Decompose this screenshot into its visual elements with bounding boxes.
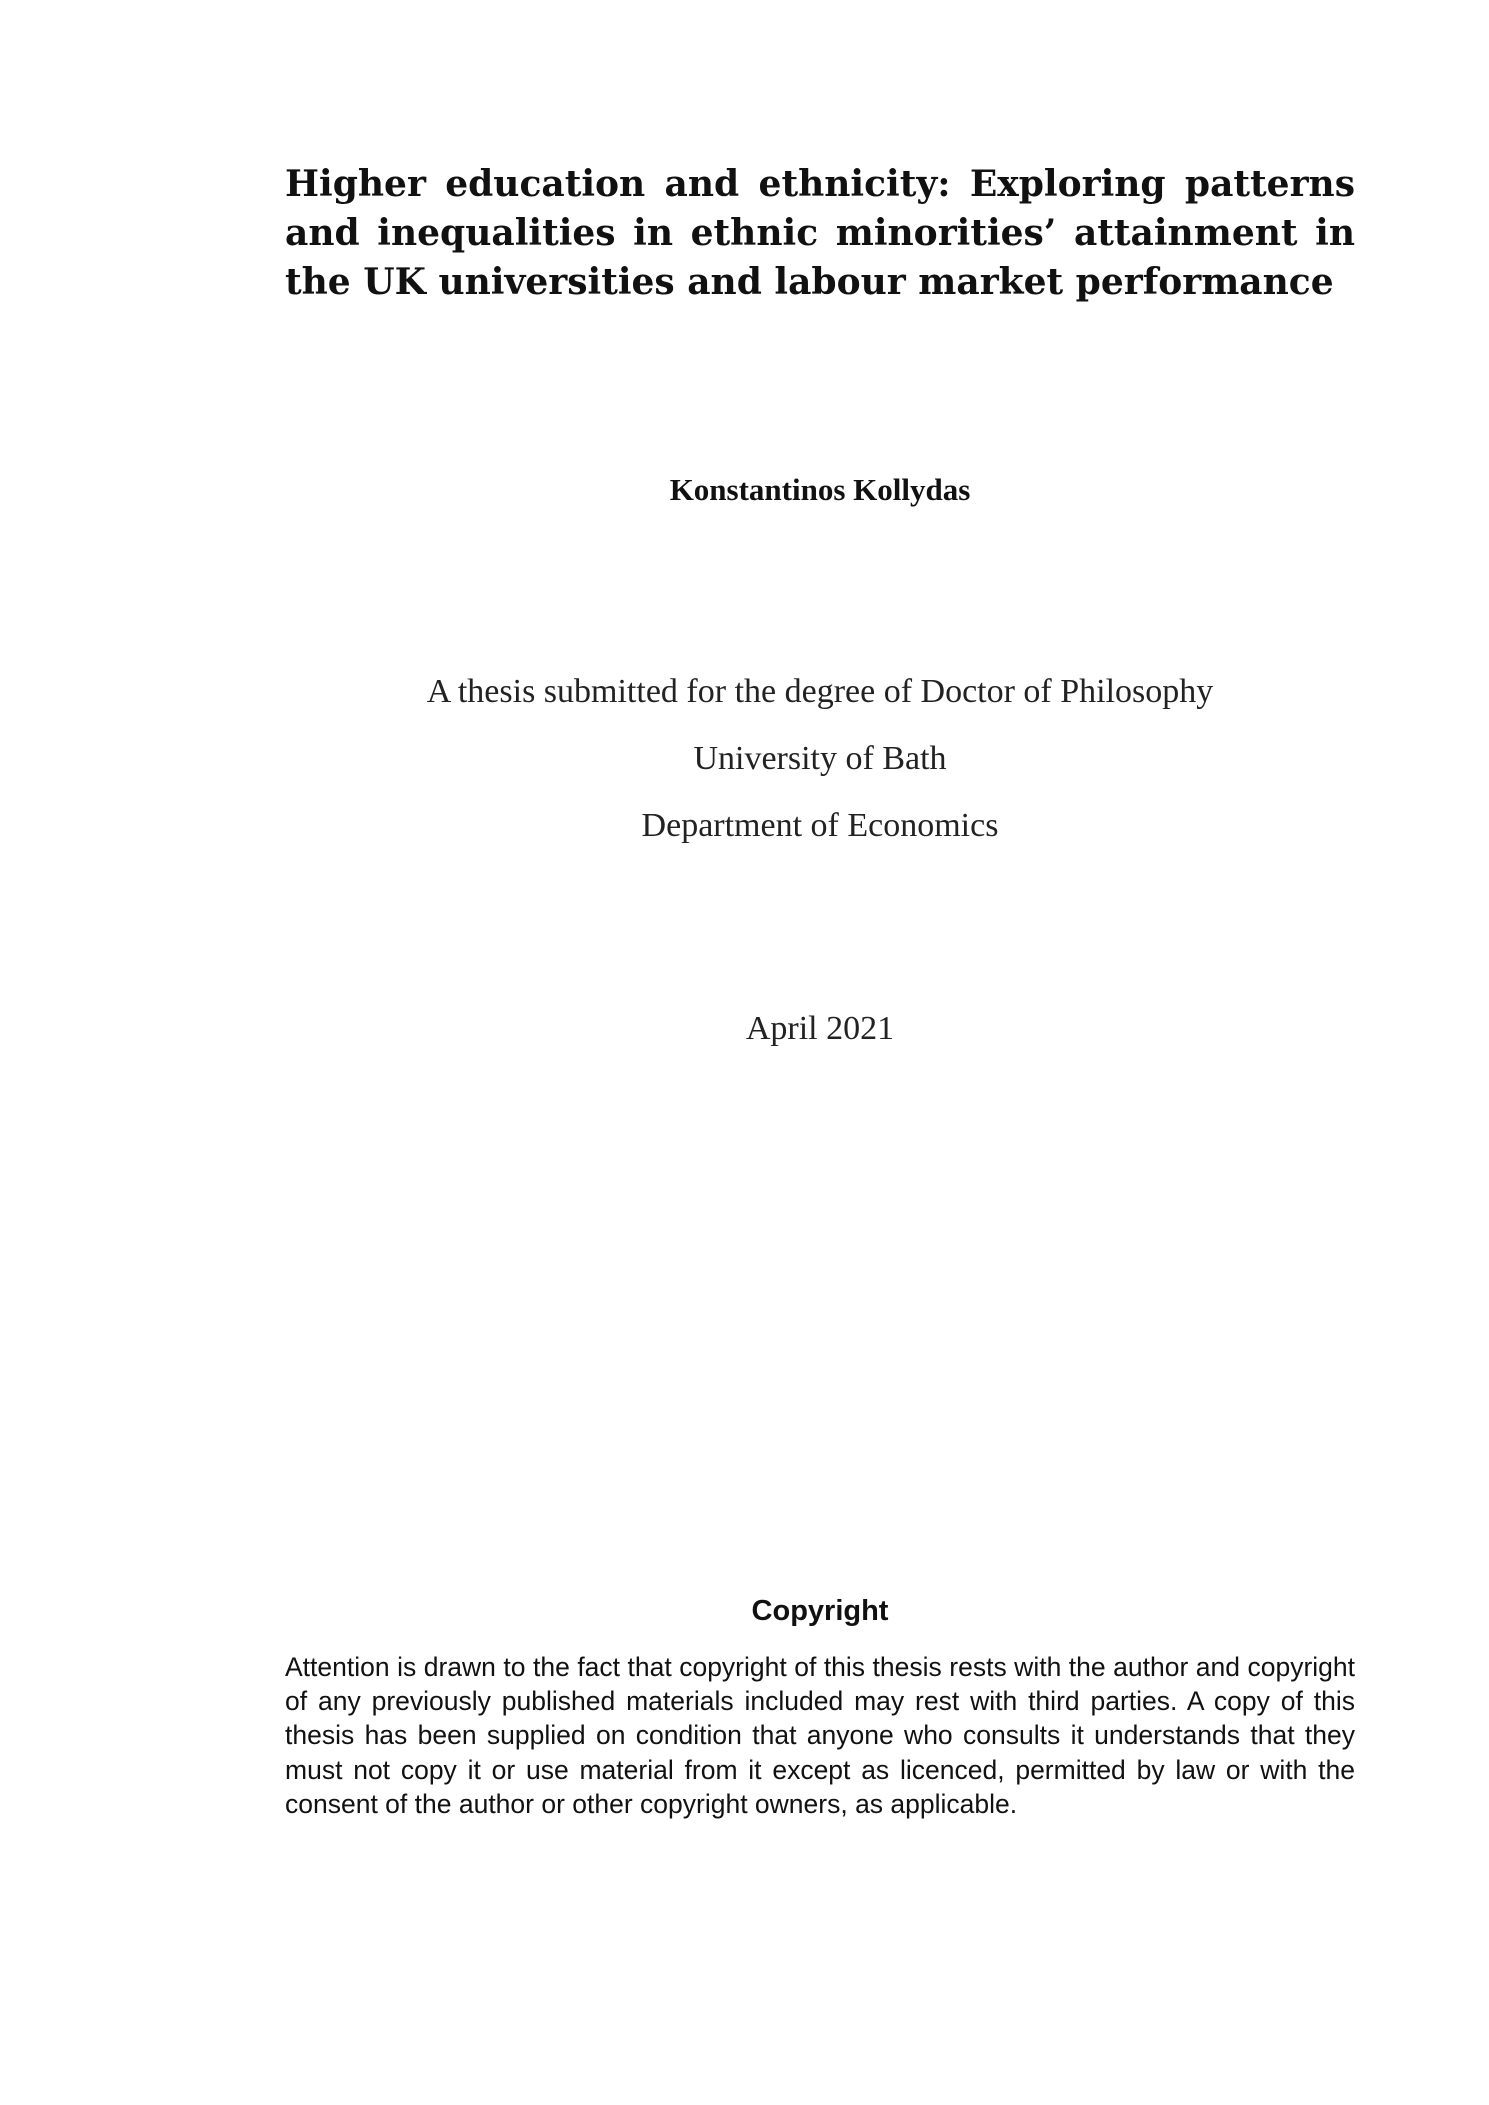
submission-statement: A thesis submitted for the degree of Doctor of Philosophy — [426, 673, 1214, 710]
copyright-notice: Attention is drawn to the fact that copyright of this thesis rests with the author and copyright of any previously published materials included may rest with third parties. A copy of this thesis has been supplied on condition that anyone who consults it understands that they must not copy it or use material from it except as licenced, permitted by law or with the consent of the author or other copyright owners, as applicable. — [285, 1652, 1355, 1819]
author-name: Konstantinos Kollydas — [669, 472, 971, 507]
university-name: University of Bath — [693, 740, 947, 777]
submission-date: April 2021 — [745, 1010, 895, 1047]
department-name: Department of Economics — [641, 807, 999, 844]
degree-info — [285, 668, 1355, 869]
copyright-heading: Copyright — [751, 1595, 889, 1627]
thesis-title: Higher education and ethnicity: Exploring patterns and inequalities in ethnic minorities’ attainment in the UK universities and labour market performance — [285, 163, 1355, 303]
